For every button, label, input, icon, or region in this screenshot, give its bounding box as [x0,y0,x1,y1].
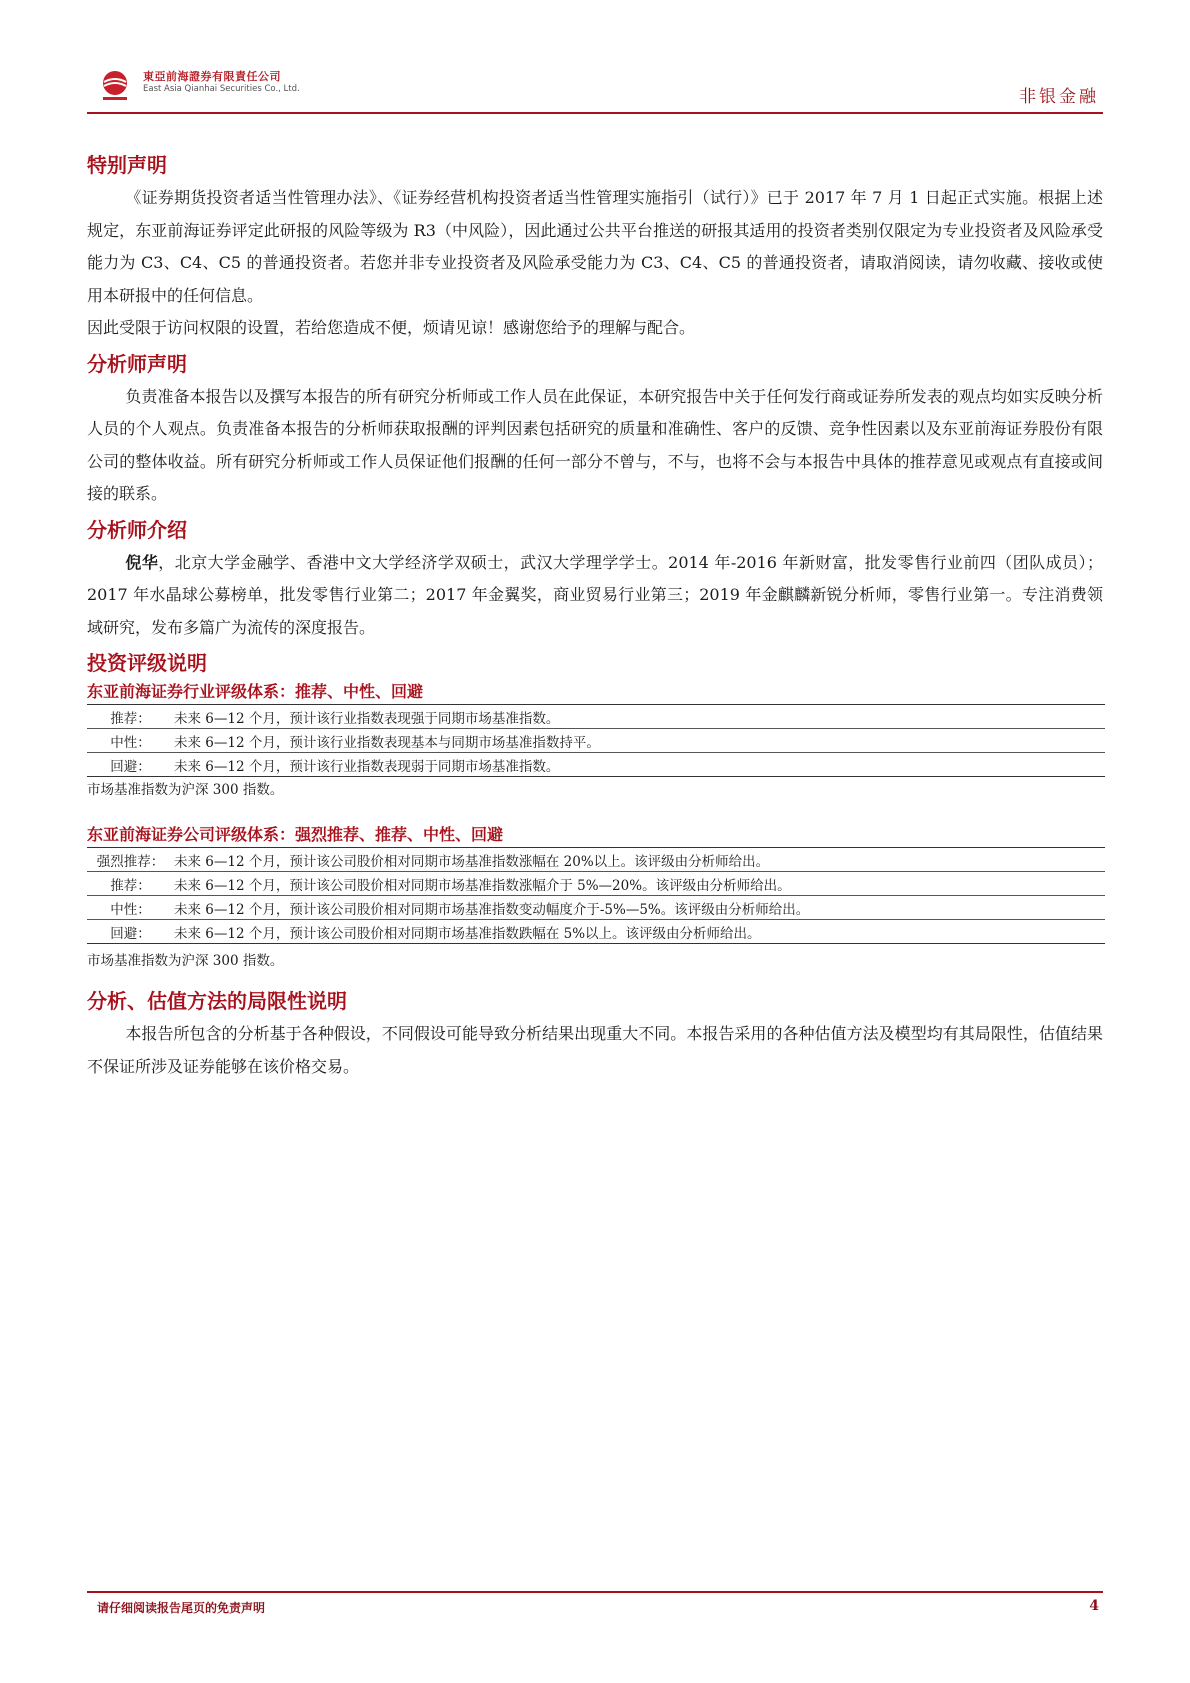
industry-rating-table [87,704,1105,777]
sector-label: 非银金融 [1019,87,1099,107]
industry-rating-title: 东亚前海证券行业评级体系：推荐、中性、回避 [87,682,424,701]
rating-label: 中性： [87,896,174,920]
special-statement-note: 因此受限于访问权限的设置，若给您造成不便，烦请见谅！感谢您给予的理解与配合。 [87,318,696,337]
table-row [87,848,1105,872]
table-row [87,920,1105,944]
limitations-paragraph: 本报告所包含的分析基于各种假设，不同假设可能导致分析结果出现重大不同。本报告采用的各种估值方法及模型均有其局限性，估值结果不保证所涉及证券能够在该价格交易。 [87,1024,1103,1076]
analyst-statement-title: 分析师声明 [87,351,187,376]
rating-title: 投资评级说明 [87,651,207,675]
rating-description: 未来 6—12 个月，预计该行业指数表现弱于同期市场基准指数。 [174,758,560,775]
table-row [87,729,1105,753]
rating-description: 未来 6—12 个月，预计该公司股价相对同期市场基准指数变动幅度介于-5%—5%。该评级由分析师给出。 [174,896,1105,920]
analyst-intro-paragraph [87,547,1103,645]
main-content [87,148,1103,1083]
rating-description: 未来 6—12 个月，预计该行业指数表现强于同期市场基准指数。 [174,705,1105,729]
company-name-en: East Asia Qianhai Securities Co., Ltd. [143,84,300,94]
company-rating-title: 东亚前海证券公司评级体系：强烈推荐、推荐、中性、回避 [87,825,504,844]
analyst-bio: ，北京大学金融学、香港中文大学经济学双硕士，武汉大学理学学士。2014 年-2016 年新财富，批发零售行业前四（团队成员）；2017 年水晶球公募榜单，批发零售行业第二；2017 年金翼奖，商业贸易行业第三；2019 年金麒麟新锐分析师，零售行业第一。专注消费领域研究，发布多篇广为流传的深度报告。 [87,552,1103,637]
table-row [87,872,1105,896]
rating-label: 强烈推荐： [87,848,174,872]
rating-label: 推荐： [87,872,174,896]
company-rating-table [87,847,1105,944]
company-logo-icon [97,68,133,104]
table-row [87,753,1105,777]
page-footer [87,1591,1103,1623]
page-number: 4 [1089,1598,1099,1614]
rating-label: 推荐： [87,705,174,729]
analyst-name: 倪华 [125,552,159,572]
special-statement-title: 特别声明 [87,153,167,177]
rating-description: 未来 6—12 个月，预计该公司股价相对同期市场基准指数涨幅在 20%以上。该评级由分析师给出。 [174,848,1105,872]
disclaimer-note: 请仔细阅读报告尾页的免责声明 [97,1601,266,1615]
company-rating-note: 市场基准指数为沪深 300 指数。 [87,953,284,969]
industry-rating-note: 市场基准指数为沪深 300 指数。 [87,782,284,798]
rating-label: 中性： [87,729,174,753]
company-name-cn: 東亞前海證券有限責任公司 [143,70,281,83]
rating-label: 回避： [110,925,151,942]
analyst-intro-title: 分析师介绍 [87,517,187,542]
analyst-statement-paragraph: 负责准备本报告以及撰写本报告的所有研究分析师或工作人员在此保证，本研究报告中关于任何发行商或证券所发表的观点均如实反映分析人员的个人观点。负责准备本报告的分析师获取报酬的评判因素包括研究的质量和准确性、客户的反馈、竞争性因素以及东亚前海证券股份有限公司的整体收益。所有研究分析师或工作人员保证他们报酬的任何一部分不曾与，不与，也将不会与本报告中具体的推荐意见或观点有直接或间接的联系。 [87,386,1103,503]
rating-label: 回避： [110,758,151,775]
table-row [87,705,1105,729]
rating-description: 未来 6—12 个月，预计该行业指数表现基本与同期市场基准指数持平。 [174,729,1105,753]
table-row [87,896,1105,920]
limitations-title: 分析、估值方法的局限性说明 [87,989,347,1013]
rating-description: 未来 6—12 个月，预计该公司股价相对同期市场基准指数涨幅介于 5%—20%。该评级由分析师给出。 [174,872,1105,896]
rating-description: 未来 6—12 个月，预计该公司股价相对同期市场基准指数跌幅在 5%以上。该评级由分析师给出。 [174,925,761,942]
special-statement-paragraph: 《证券期货投资者适当性管理办法》、《证券经营机构投资者适当性管理实施指引（试行）》已于 2017 年 7 月 1 日起正式实施。根据上述规定，东亚前海证券评定此研报的风险等级为 R3（中风险），因此通过公共平台推送的研报其适用的投资者类别仅限定为专业投资者及风险承受能力为 C3、C4、C5 的普通投资者。若您并非专业投资者及风险承受能力为 C3、C4、C5 的普通投资者，请取消阅读，请勿收藏、接收或使用本研报中的任何信息。 [87,188,1103,305]
page-header [87,60,1103,114]
